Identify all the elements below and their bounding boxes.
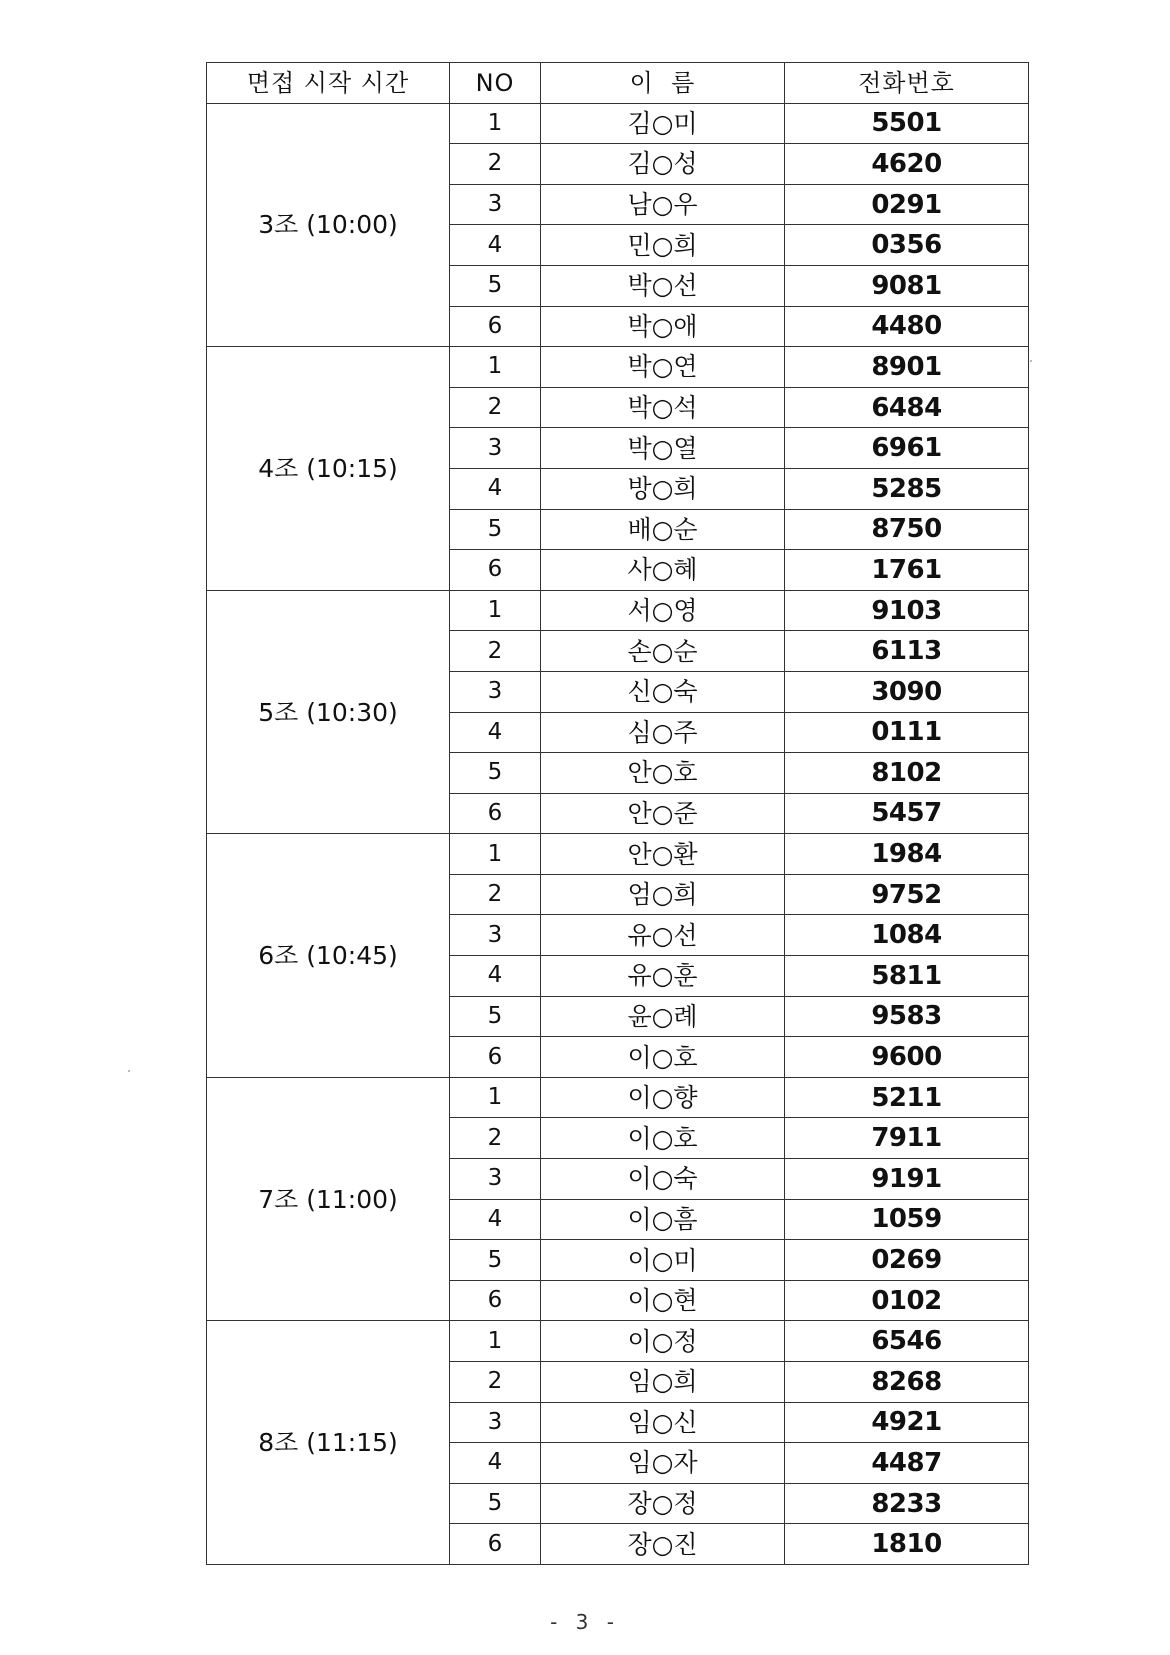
phone-cell: 1084 [785,915,1029,956]
name-cell: 배○순 [541,509,785,550]
no-cell: 6 [450,306,541,347]
group-time-cell: 6조 (10:45) [207,834,450,1078]
phone-cell: 4921 [785,1402,1029,1443]
name-cell: 박○선 [541,265,785,306]
phone-cell: 0111 [785,712,1029,753]
name-cell: 이○호 [541,1118,785,1159]
no-cell: 1 [450,103,541,144]
no-cell: 6 [450,1037,541,1078]
no-cell: 3 [450,184,541,225]
name-cell: 방○희 [541,468,785,509]
no-cell: 2 [450,874,541,915]
phone-cell: 4487 [785,1443,1029,1484]
name-cell: 박○열 [541,428,785,469]
name-cell: 이○향 [541,1077,785,1118]
group-time-cell: 7조 (11:00) [207,1077,450,1321]
phone-cell: 0269 [785,1240,1029,1281]
group-time-cell: 8조 (11:15) [207,1321,450,1565]
table-header-row [207,63,1029,104]
phone-cell: 8268 [785,1362,1029,1403]
phone-cell: 0102 [785,1280,1029,1321]
name-cell: 남○우 [541,184,785,225]
page-number: - 3 - [550,1610,620,1634]
name-cell: 이○미 [541,1240,785,1281]
phone-cell: 9583 [785,996,1029,1037]
phone-cell: 1810 [785,1524,1029,1565]
name-cell: 이○숙 [541,1159,785,1200]
no-cell: 4 [450,956,541,997]
name-cell: 이○현 [541,1280,785,1321]
no-cell: 6 [450,793,541,834]
phone-cell: 6961 [785,428,1029,469]
phone-cell: 0291 [785,184,1029,225]
no-cell: 6 [450,1524,541,1565]
phone-cell: 8901 [785,347,1029,388]
no-cell: 4 [450,1199,541,1240]
name-cell: 임○자 [541,1443,785,1484]
name-cell: 사○혜 [541,550,785,591]
phone-cell: 1059 [785,1199,1029,1240]
no-cell: 6 [450,550,541,591]
name-cell: 유○선 [541,915,785,956]
name-cell: 박○석 [541,387,785,428]
no-cell: 5 [450,1483,541,1524]
no-cell: 4 [450,468,541,509]
no-cell: 2 [450,631,541,672]
interview-schedule-table [206,62,1029,1565]
phone-cell: 7911 [785,1118,1029,1159]
no-cell: 1 [450,347,541,388]
name-cell: 유○훈 [541,956,785,997]
header-name: 이 름 [541,63,785,104]
no-cell: 4 [450,1443,541,1484]
phone-cell: 6484 [785,387,1029,428]
phone-cell: 1984 [785,834,1029,875]
phone-cell: 5457 [785,793,1029,834]
name-cell: 김○성 [541,144,785,185]
name-cell: 안○준 [541,793,785,834]
name-cell: 손○순 [541,631,785,672]
name-cell: 박○연 [541,347,785,388]
no-cell: 5 [450,753,541,794]
name-cell: 민○희 [541,225,785,266]
name-cell: 장○진 [541,1524,785,1565]
name-cell: 이○정 [541,1321,785,1362]
no-cell: 3 [450,671,541,712]
no-cell: 5 [450,265,541,306]
no-cell: 3 [450,428,541,469]
phone-cell: 9600 [785,1037,1029,1078]
phone-cell: 4620 [785,144,1029,185]
table-body [207,103,1029,1564]
table-row [207,834,1029,875]
phone-cell: 6113 [785,631,1029,672]
phone-cell: 9752 [785,874,1029,915]
phone-cell: 5211 [785,1077,1029,1118]
no-cell: 4 [450,712,541,753]
header-no: NO [450,63,541,104]
name-cell: 이○흠 [541,1199,785,1240]
phone-cell: 9191 [785,1159,1029,1200]
phone-cell: 8102 [785,753,1029,794]
phone-cell: 4480 [785,306,1029,347]
no-cell: 5 [450,1240,541,1281]
phone-cell: 5285 [785,468,1029,509]
phone-cell: 9081 [785,265,1029,306]
name-cell: 김○미 [541,103,785,144]
name-cell: 윤○례 [541,996,785,1037]
phone-cell: 0356 [785,225,1029,266]
name-cell: 임○신 [541,1402,785,1443]
name-cell: 박○애 [541,306,785,347]
no-cell: 5 [450,996,541,1037]
scan-speck [1030,360,1032,362]
header-phone: 전화번호 [785,63,1029,104]
phone-cell: 8750 [785,509,1029,550]
no-cell: 1 [450,1077,541,1118]
name-cell: 임○희 [541,1362,785,1403]
phone-cell: 6546 [785,1321,1029,1362]
no-cell: 3 [450,1402,541,1443]
group-time-cell: 3조 (10:00) [207,103,450,347]
scan-speck [128,1070,130,1072]
no-cell: 6 [450,1280,541,1321]
phone-cell: 5811 [785,956,1029,997]
table-row [207,1321,1029,1362]
table-row [207,1077,1029,1118]
name-cell: 이○호 [541,1037,785,1078]
no-cell: 4 [450,225,541,266]
name-cell: 안○환 [541,834,785,875]
no-cell: 2 [450,1118,541,1159]
header-start-time: 면접 시작 시간 [207,63,450,104]
name-cell: 장○정 [541,1483,785,1524]
no-cell: 2 [450,1362,541,1403]
name-cell: 안○호 [541,753,785,794]
no-cell: 2 [450,144,541,185]
no-cell: 1 [450,590,541,631]
name-cell: 신○숙 [541,671,785,712]
table-row [207,347,1029,388]
phone-cell: 1761 [785,550,1029,591]
phone-cell: 3090 [785,671,1029,712]
phone-cell: 9103 [785,590,1029,631]
phone-cell: 8233 [785,1483,1029,1524]
no-cell: 1 [450,834,541,875]
phone-cell: 5501 [785,103,1029,144]
table-row [207,103,1029,144]
no-cell: 3 [450,1159,541,1200]
group-time-cell: 4조 (10:15) [207,347,450,591]
no-cell: 3 [450,915,541,956]
no-cell: 1 [450,1321,541,1362]
name-cell: 심○주 [541,712,785,753]
name-cell: 엄○희 [541,874,785,915]
name-cell: 서○영 [541,590,785,631]
no-cell: 5 [450,509,541,550]
group-time-cell: 5조 (10:30) [207,590,450,834]
no-cell: 2 [450,387,541,428]
table-row [207,590,1029,631]
